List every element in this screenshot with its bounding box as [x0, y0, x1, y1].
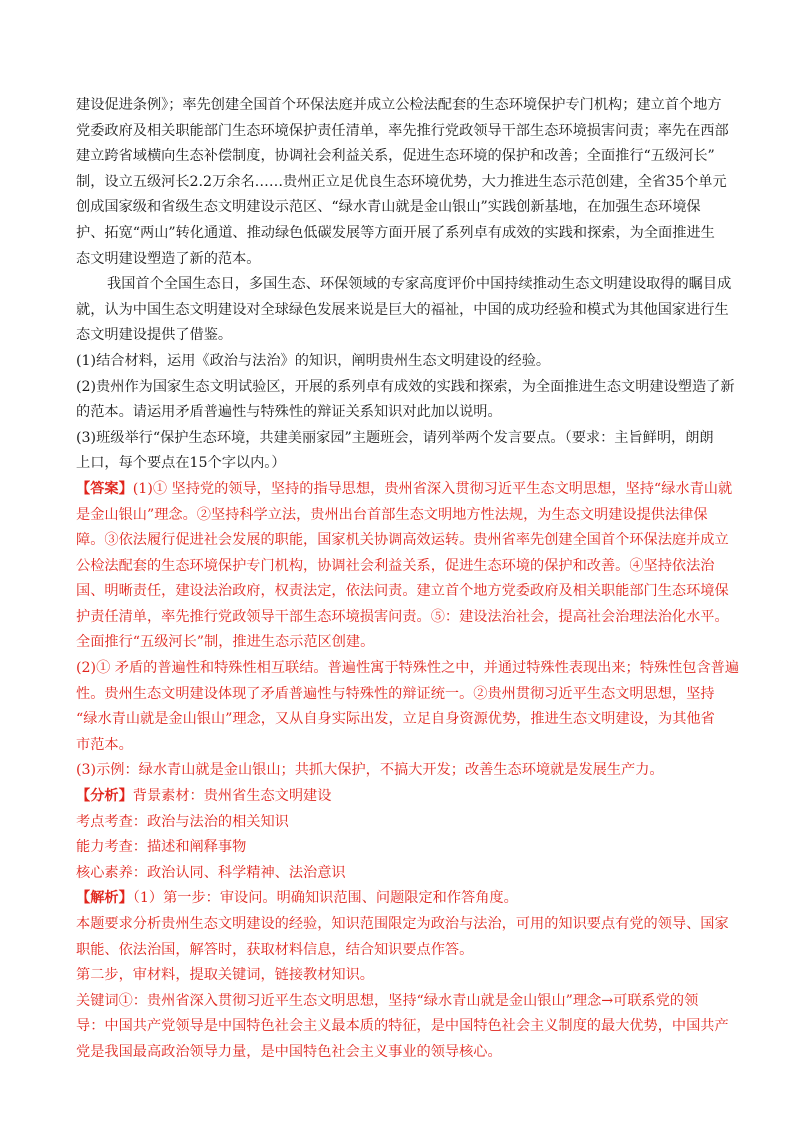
material-paragraph-2	[76, 272, 732, 349]
question-3-line-1: (3)班级举行“保护生态环境，共建美丽家园”主题班会，请列举两个发言要点。（要求：主旨鲜明，朗朗	[76, 429, 714, 446]
analysis-suyang: 核心素养：政治认同、科学精神、法治意识	[76, 864, 346, 881]
question-1: (1)结合材料，运用《政治与法治》的知识，阐明贵州生态文明建设的经验。	[76, 352, 551, 369]
text-line: 就，认为中国生态文明建设对全球绿色发展来说是巨大的福祉，中国的成功经验和模式为其他国家进行生	[76, 301, 729, 318]
analysis-background: 背景素材：贵州省生态文明建设	[132, 788, 332, 805]
answer-line: “绿水青山就是金山银山”理念，又从自身实际出发，立足自身资源优势，推进生态文明建设，为其他省	[76, 711, 715, 728]
answer-tag: 【答案】	[76, 480, 133, 497]
document-page	[76, 93, 740, 1066]
explanation-line: 职能、依法治国，解答时，获取材料信息，结合知识要点作答。	[76, 941, 474, 958]
question-3-line-2: 上口，每个要点在15个字以内。）	[76, 455, 286, 472]
answer-text: (1)① 坚持党的领导，坚持的指导思想，贵州省深入贯彻习近平生态文明思想，坚持“绿水青山就	[132, 480, 733, 497]
answer-line	[76, 477, 733, 503]
explanation-step2: 第二步，审材料，提取关键词，链接教材知识。	[76, 967, 374, 984]
text-line: 建立跨省域横向生态补偿制度，协调社会利益关系，促进生态环境的保护和改善；全面推行“五级河长”	[76, 148, 715, 165]
questions	[76, 349, 735, 477]
answer-line: 是金山银山”理念。②坚持科学立法，贵州出台首部生态文明地方性法规，为生态文明建设提供法律保	[76, 506, 708, 523]
text-line: 党委政府及相关职能部门生态环境保护责任清单，率先推行党政领导干部生态环境损害问责；率先在西部	[76, 122, 729, 139]
explanation-line: 导：中国共产党领导是中国特色社会主义最本质的特征，是中国特色社会主义制度的最大优势，中国共产	[76, 1018, 729, 1035]
text-line: 建设促进条例》；率先创建全国首个环保法庭并成立公检法配套的生态环境保护专门机构；建立首个地方	[76, 97, 722, 113]
answer-line: (2)① 矛盾的普遍性和特殊性相互联结。普遍性寓于特殊性之中，并通过特殊性表现出来；特殊性包含普遍	[76, 660, 740, 677]
answer-line: 护责任清单，率先推行党政领导干部生态环境损害问责。⑤：建设法治社会，提高社会治理法治化水平。	[76, 608, 729, 625]
explanation-line	[76, 886, 726, 912]
text-line: 创成国家级和省级生态文明建设示范区、“绿水青山就是金山银山”实践创新基地，在加强生态环境保	[76, 199, 701, 216]
explanation-line: 关键词①：贵州省深入贯彻习近平生态文明思想，坚持“绿水青山就是金山银山”理念→可联系党的领	[76, 992, 699, 1009]
material-paragraph-1	[76, 93, 729, 272]
explanation-section	[76, 886, 729, 1065]
explanation-step1: （1）第一步：审设问。明确知识范围、问题限定和作答角度。	[132, 890, 518, 907]
text-line: 态文明建设提供了借鉴。	[76, 327, 233, 344]
answer-line: 市范本。	[76, 736, 133, 753]
answer-line: 全面推行“五级河长”制，推进生态示范区创建。	[76, 634, 375, 651]
explanation-tag: 【解析】	[76, 890, 133, 907]
answer-line: (3)示例：绿水青山就是金山银山；共抓大保护，不搞大开发；改善生态环境就是发展生产力。	[76, 762, 664, 779]
analysis-line	[76, 784, 726, 810]
analysis-section	[76, 784, 726, 886]
explanation-line: 本题要求分析贵州生态文明建设的经验，知识范围限定为政治与法治，可用的知识要点有党的领导、国家	[76, 916, 729, 932]
question-2-line-2: 的范本。请运用矛盾普遍性与特殊性的辩证关系知识对此加以说明。	[76, 404, 502, 421]
answer-line: 障。③依法履行促进社会发展的职能，国家机关协调高效运转。贵州省率先创建全国首个环保法庭并成立	[76, 532, 729, 549]
text-line: 护、拓宽“两山”转化通道、推动绿色低碳发展等方面开展了系列卓有成效的实践和探索，为全面推进生	[76, 224, 715, 241]
answer-line: 国、明晰责任，建设法治政府，权责法定，依法问责。建立首个地方党委政府及相关职能部门生态环境保	[76, 583, 729, 600]
answer-line: 公检法配套的生态环境保护专门机构，协调社会利益关系，促进生态环境的保护和改善。④坚持依法治	[76, 557, 715, 574]
question-2-line-1: (2)贵州作为国家生态文明试验区，开展的系列卓有成效的实践和探索，为全面推进生态文明建设塑造了新	[76, 378, 735, 395]
text-line: 制，设立五级河长2.2万余名……贵州正立足优良生态环境优势，大力推进生态示范创建，全省35个单元	[76, 173, 727, 190]
analysis-tag: 【分析】	[76, 788, 133, 805]
answer-line: 性。贵州生态文明建设体现了矛盾普遍性与特殊性的辩证统一。②贵州贯彻习近平生态文明思想，坚持	[76, 685, 715, 702]
analysis-nengli: 能力考查：描述和阐释事物	[76, 839, 247, 856]
text-line: 我国首个全国生态日，多国生态、环保领域的专家高度评价中国持续推动生态文明建设取得的瞩目成	[107, 276, 732, 293]
text-line: 态文明建设塑造了新的范本。	[76, 250, 261, 267]
answer-section	[76, 477, 740, 784]
explanation-line: 党是我国最高政治领导力量，是中国特色社会主义事业的领导核心。	[76, 1043, 502, 1060]
analysis-kaodian: 考点考查：政治与法治的相关知识	[76, 813, 289, 830]
